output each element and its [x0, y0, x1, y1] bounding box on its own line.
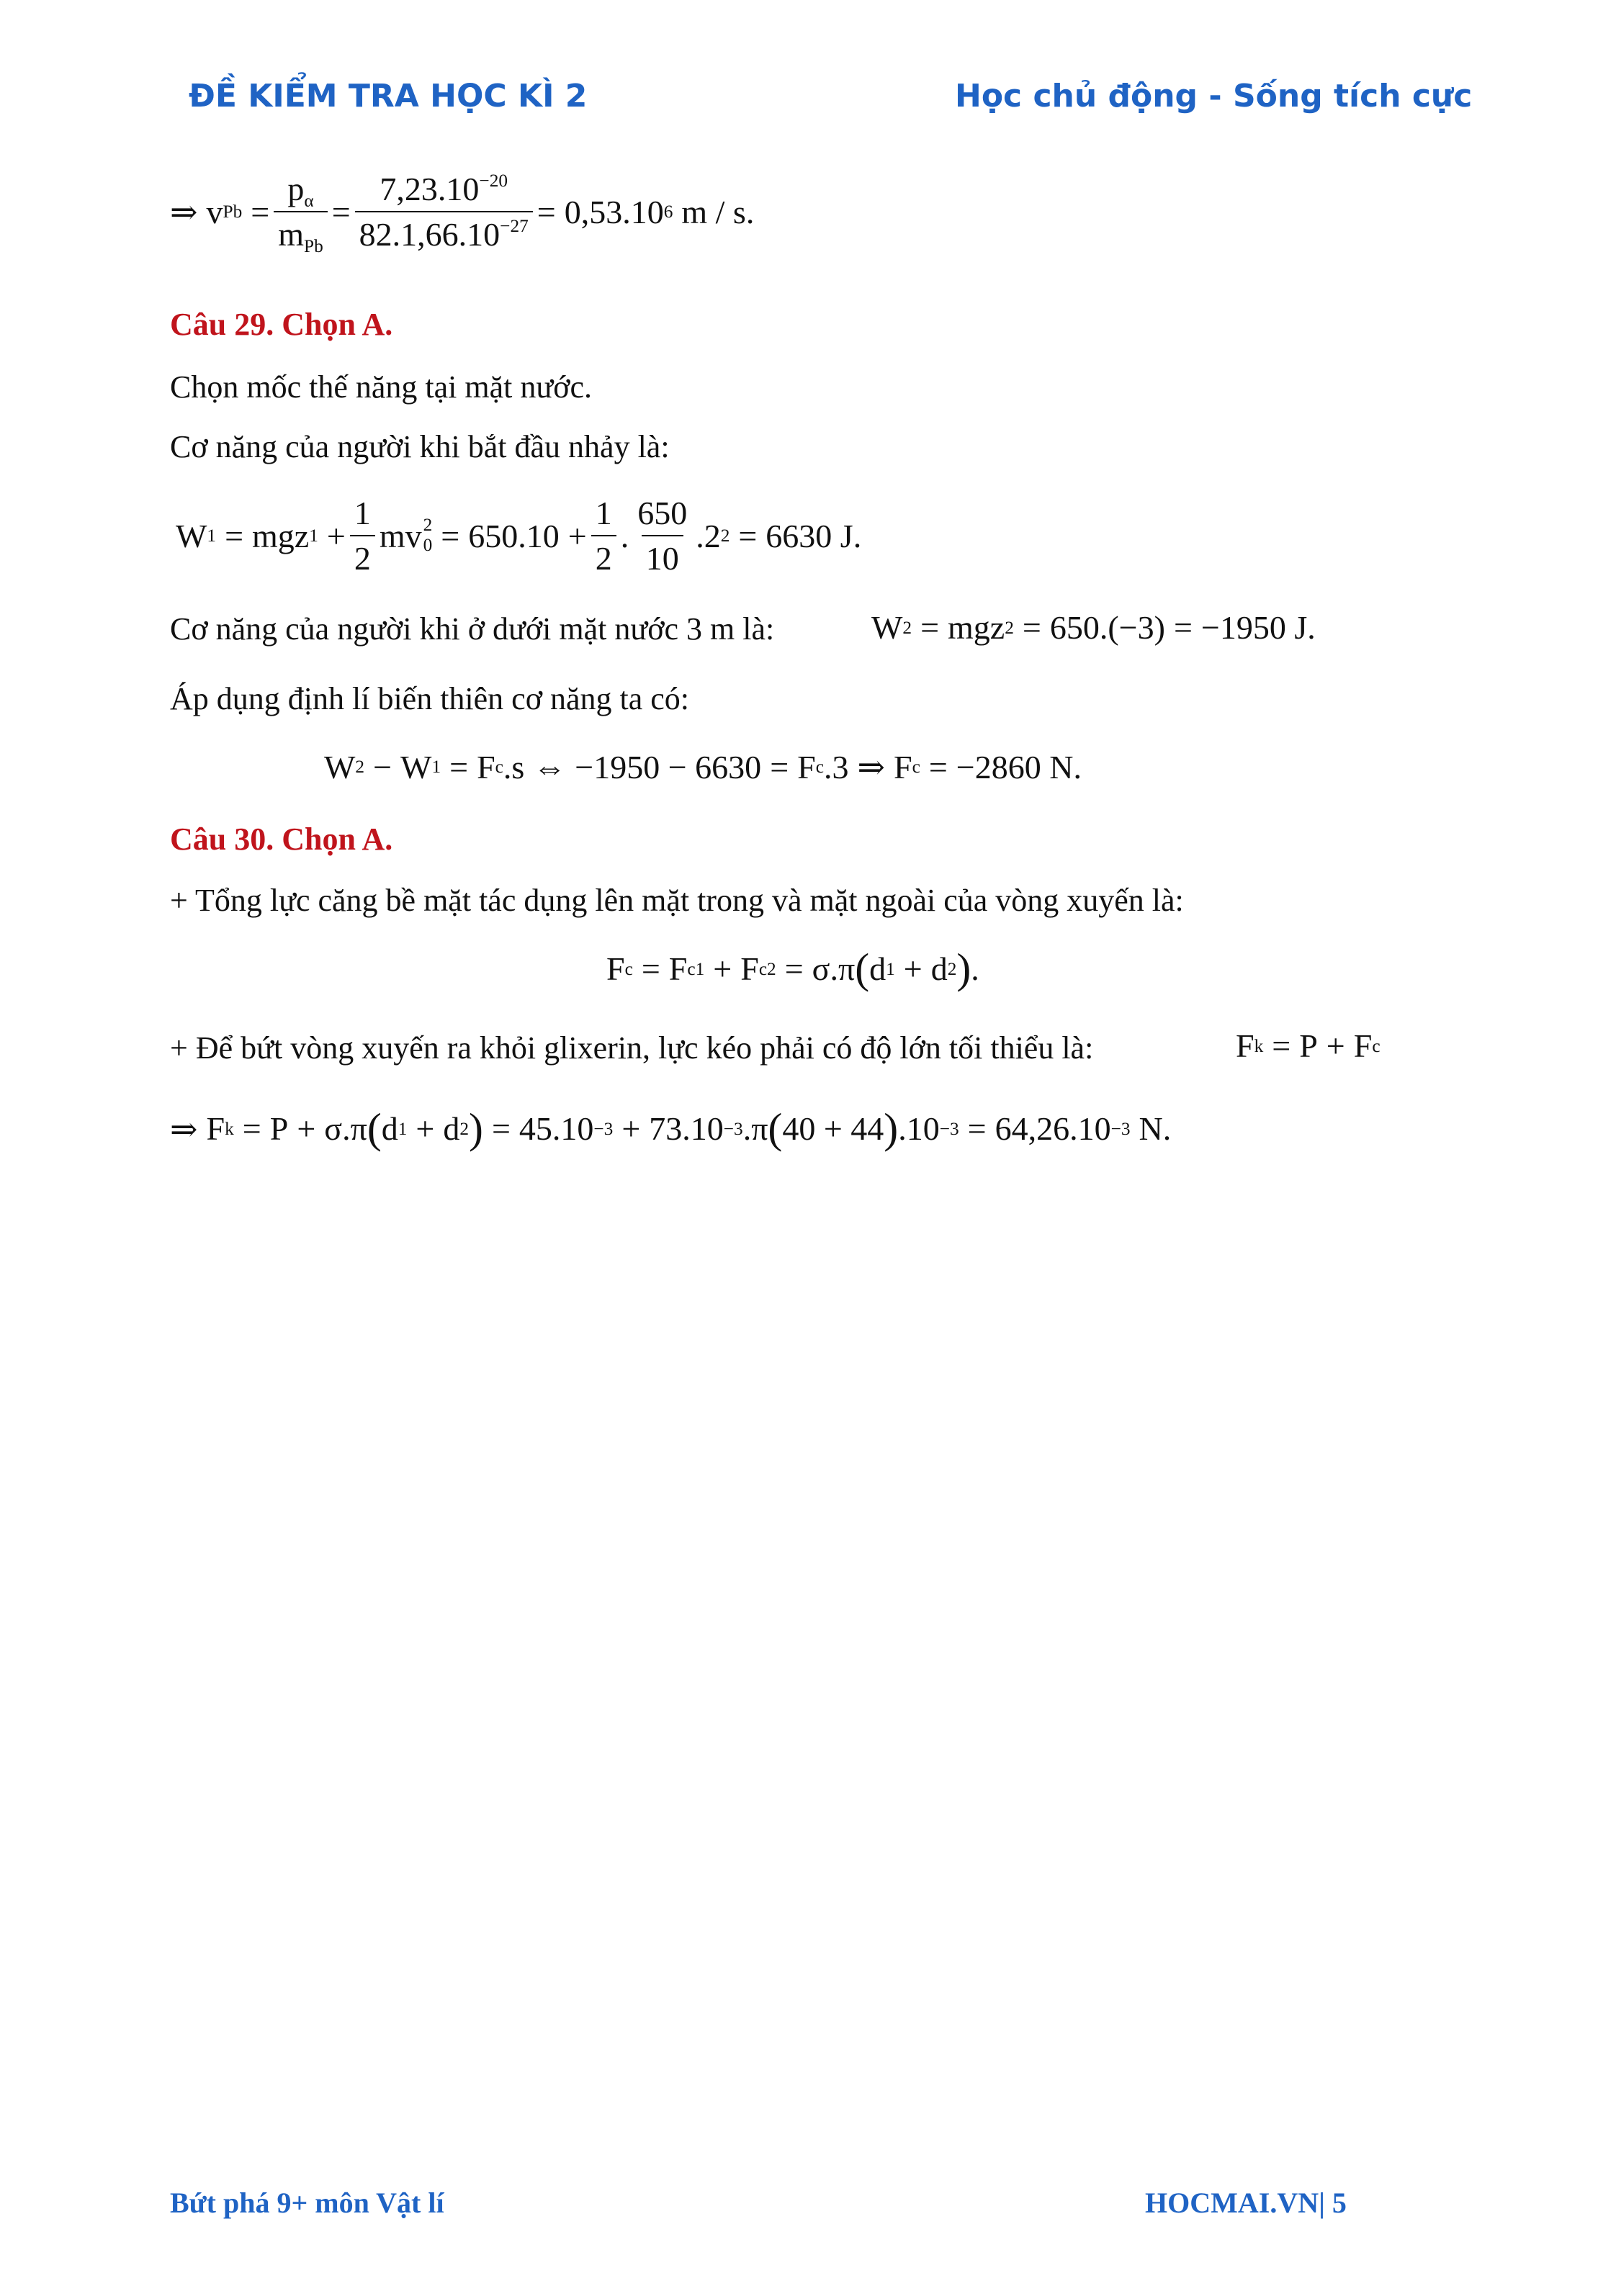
denominator: m: [278, 216, 304, 253]
footer-page-number: HOCMAI.VN| 5: [1145, 2187, 1347, 2219]
superscript: −27: [500, 216, 529, 237]
term: 650.10: [468, 517, 560, 554]
sigma-pi: σ.π: [324, 1110, 367, 1148]
result-value: −1950 J.: [1200, 609, 1316, 646]
term: −1950 − 6630: [575, 748, 762, 785]
symbol-w: W: [400, 748, 432, 785]
symbol-f: F: [606, 950, 625, 988]
term: mgz: [948, 609, 1005, 646]
numerator: 650: [637, 495, 688, 531]
implies-symbol: ⇒: [170, 1110, 198, 1148]
symbol-d: d: [381, 1110, 398, 1148]
equation-energy-theorem: W 2 − W 1 = F c .s ⇔ −1950 − 6630 = F c .3 ⇒ F c = −2860 N.: [324, 748, 1082, 785]
numerator: 1: [354, 495, 371, 531]
implies-symbol: ⇒: [170, 194, 198, 230]
symbol-d: d: [869, 950, 886, 988]
symbol-f: F: [206, 1110, 225, 1148]
sigma-pi: σ.π: [812, 950, 856, 988]
numerator: 1: [595, 495, 612, 531]
equation-fk-result: ⇒ F k = P + σ.π ( d 1 + d 2 ) = 45.10 −3 + 73.10 −3 .π ( 40 + 44 ) .10 −3 = 64,26.10 −3 N.: [170, 1104, 1172, 1152]
footer-course-title: Bứt phá 9+ môn Vật lí: [170, 2187, 444, 2219]
denominator: 2: [350, 535, 375, 577]
question-29-line-4: Áp dụng định lí biến thiên cơ năng ta có:: [170, 681, 690, 716]
numerator: p: [287, 171, 305, 207]
equation-fc: F c = F c1 + F c2 = σ.π ( d 1 + d 2 ) .: [606, 945, 979, 992]
implies-symbol: ⇒: [857, 749, 886, 785]
equation-w2: W 2 = mgz 2 = 650.(−3) = −1950 J.: [871, 609, 1316, 646]
superscript: 2: [423, 515, 433, 536]
fraction-mass: [633, 494, 691, 577]
symbol-p: P: [1299, 1027, 1318, 1064]
question-30-line-1: + Tổng lực căng bề mặt tác dụng lên mặt trong và mặt ngoài của vòng xuyến là:: [170, 883, 1184, 918]
fraction-half-2: [591, 494, 616, 577]
question-29-line-2: Cơ năng của người khi bắt đầu nhảy là:: [170, 429, 670, 464]
fraction-p-over-m: [274, 170, 328, 256]
term: mgz: [252, 517, 310, 554]
fraction-half: [350, 494, 375, 577]
symbol-w: W: [176, 517, 207, 554]
symbol-f: F: [894, 748, 912, 785]
punctuation: .: [971, 950, 979, 988]
symbol-v: v: [206, 193, 223, 230]
symbol-w: W: [871, 609, 903, 646]
term: .π: [742, 1110, 768, 1148]
result-value: 0,53.10: [564, 193, 664, 230]
question-29-line-1: Chọn mốc thế năng tại mặt nước.: [170, 369, 592, 405]
result-value: 64,26.10: [995, 1110, 1111, 1148]
unit: N.: [1139, 1110, 1172, 1148]
question-29-title: Câu 29. Chọn A.: [170, 307, 393, 342]
subscript: 0: [423, 535, 433, 555]
numerator: 7,23.10: [380, 171, 480, 207]
term: 73.10: [649, 1110, 724, 1148]
symbol-p: P: [269, 1110, 289, 1148]
term: 40 + 44: [782, 1110, 884, 1148]
term: .3: [823, 748, 849, 785]
question-29-line-3: Cơ năng của người khi ở dưới mặt nước 3 m là:: [170, 611, 775, 647]
equation-w1: W 1 = mgz 1 + $\frac{1}{2}$ mv 2 0 = 650.10 + $\frac{1}{2}$ . $\frac{650}{10}$ .2 2 = 6630 J.: [176, 495, 862, 577]
symbol-d: d: [930, 950, 948, 988]
term: .s: [503, 748, 525, 785]
subscript: α: [304, 190, 314, 211]
denominator: 82.1,66.10: [359, 216, 500, 253]
denominator: 2: [591, 535, 616, 577]
symbol-f: F: [797, 748, 816, 785]
symbol-f: F: [740, 950, 759, 988]
result-value: 6630 J.: [766, 517, 862, 554]
symbol-d: d: [443, 1110, 460, 1148]
denominator: 10: [642, 535, 683, 577]
term: .10: [898, 1110, 940, 1148]
question-30-title: Câu 30. Chọn A.: [170, 821, 393, 857]
result-value: −2860 N.: [956, 748, 1082, 785]
symbol-f: F: [1236, 1027, 1254, 1064]
fraction-numeric: [355, 170, 533, 253]
symbol-w: W: [324, 748, 356, 785]
superscript: −20: [479, 171, 508, 192]
question-30-line-2: + Để bứt vòng xuyến ra khỏi glixerin, lực kéo phải có độ lớn tối thiểu là:: [170, 1030, 1094, 1066]
symbol-f: F: [668, 950, 688, 988]
equation-v-pb: ⇒ v Pb = $\frac{p_\alpha}{m_{Pb}}$ = $\frac{7,23.10^{-20}}{82.1,66.10^{-27}}$ = 0,53.10 6 m / s.: [170, 171, 755, 256]
term: mv: [379, 517, 422, 554]
header-title: ĐỀ KIỂM TRA HỌC KÌ 2: [189, 78, 588, 114]
header-slogan: Học chủ động - Sống tích cực: [955, 78, 1473, 114]
subscript: Pb: [304, 235, 323, 256]
unit: m / s.: [681, 193, 755, 230]
term: 650.(−3): [1049, 609, 1165, 646]
symbol-f: F: [477, 748, 495, 785]
iff-symbol: ⇔: [533, 748, 567, 785]
equation-fk-inline: F k = P + F c: [1236, 1027, 1381, 1064]
symbol-f: F: [1353, 1027, 1373, 1064]
term: 45.10: [519, 1110, 594, 1148]
term: .2: [696, 517, 721, 554]
